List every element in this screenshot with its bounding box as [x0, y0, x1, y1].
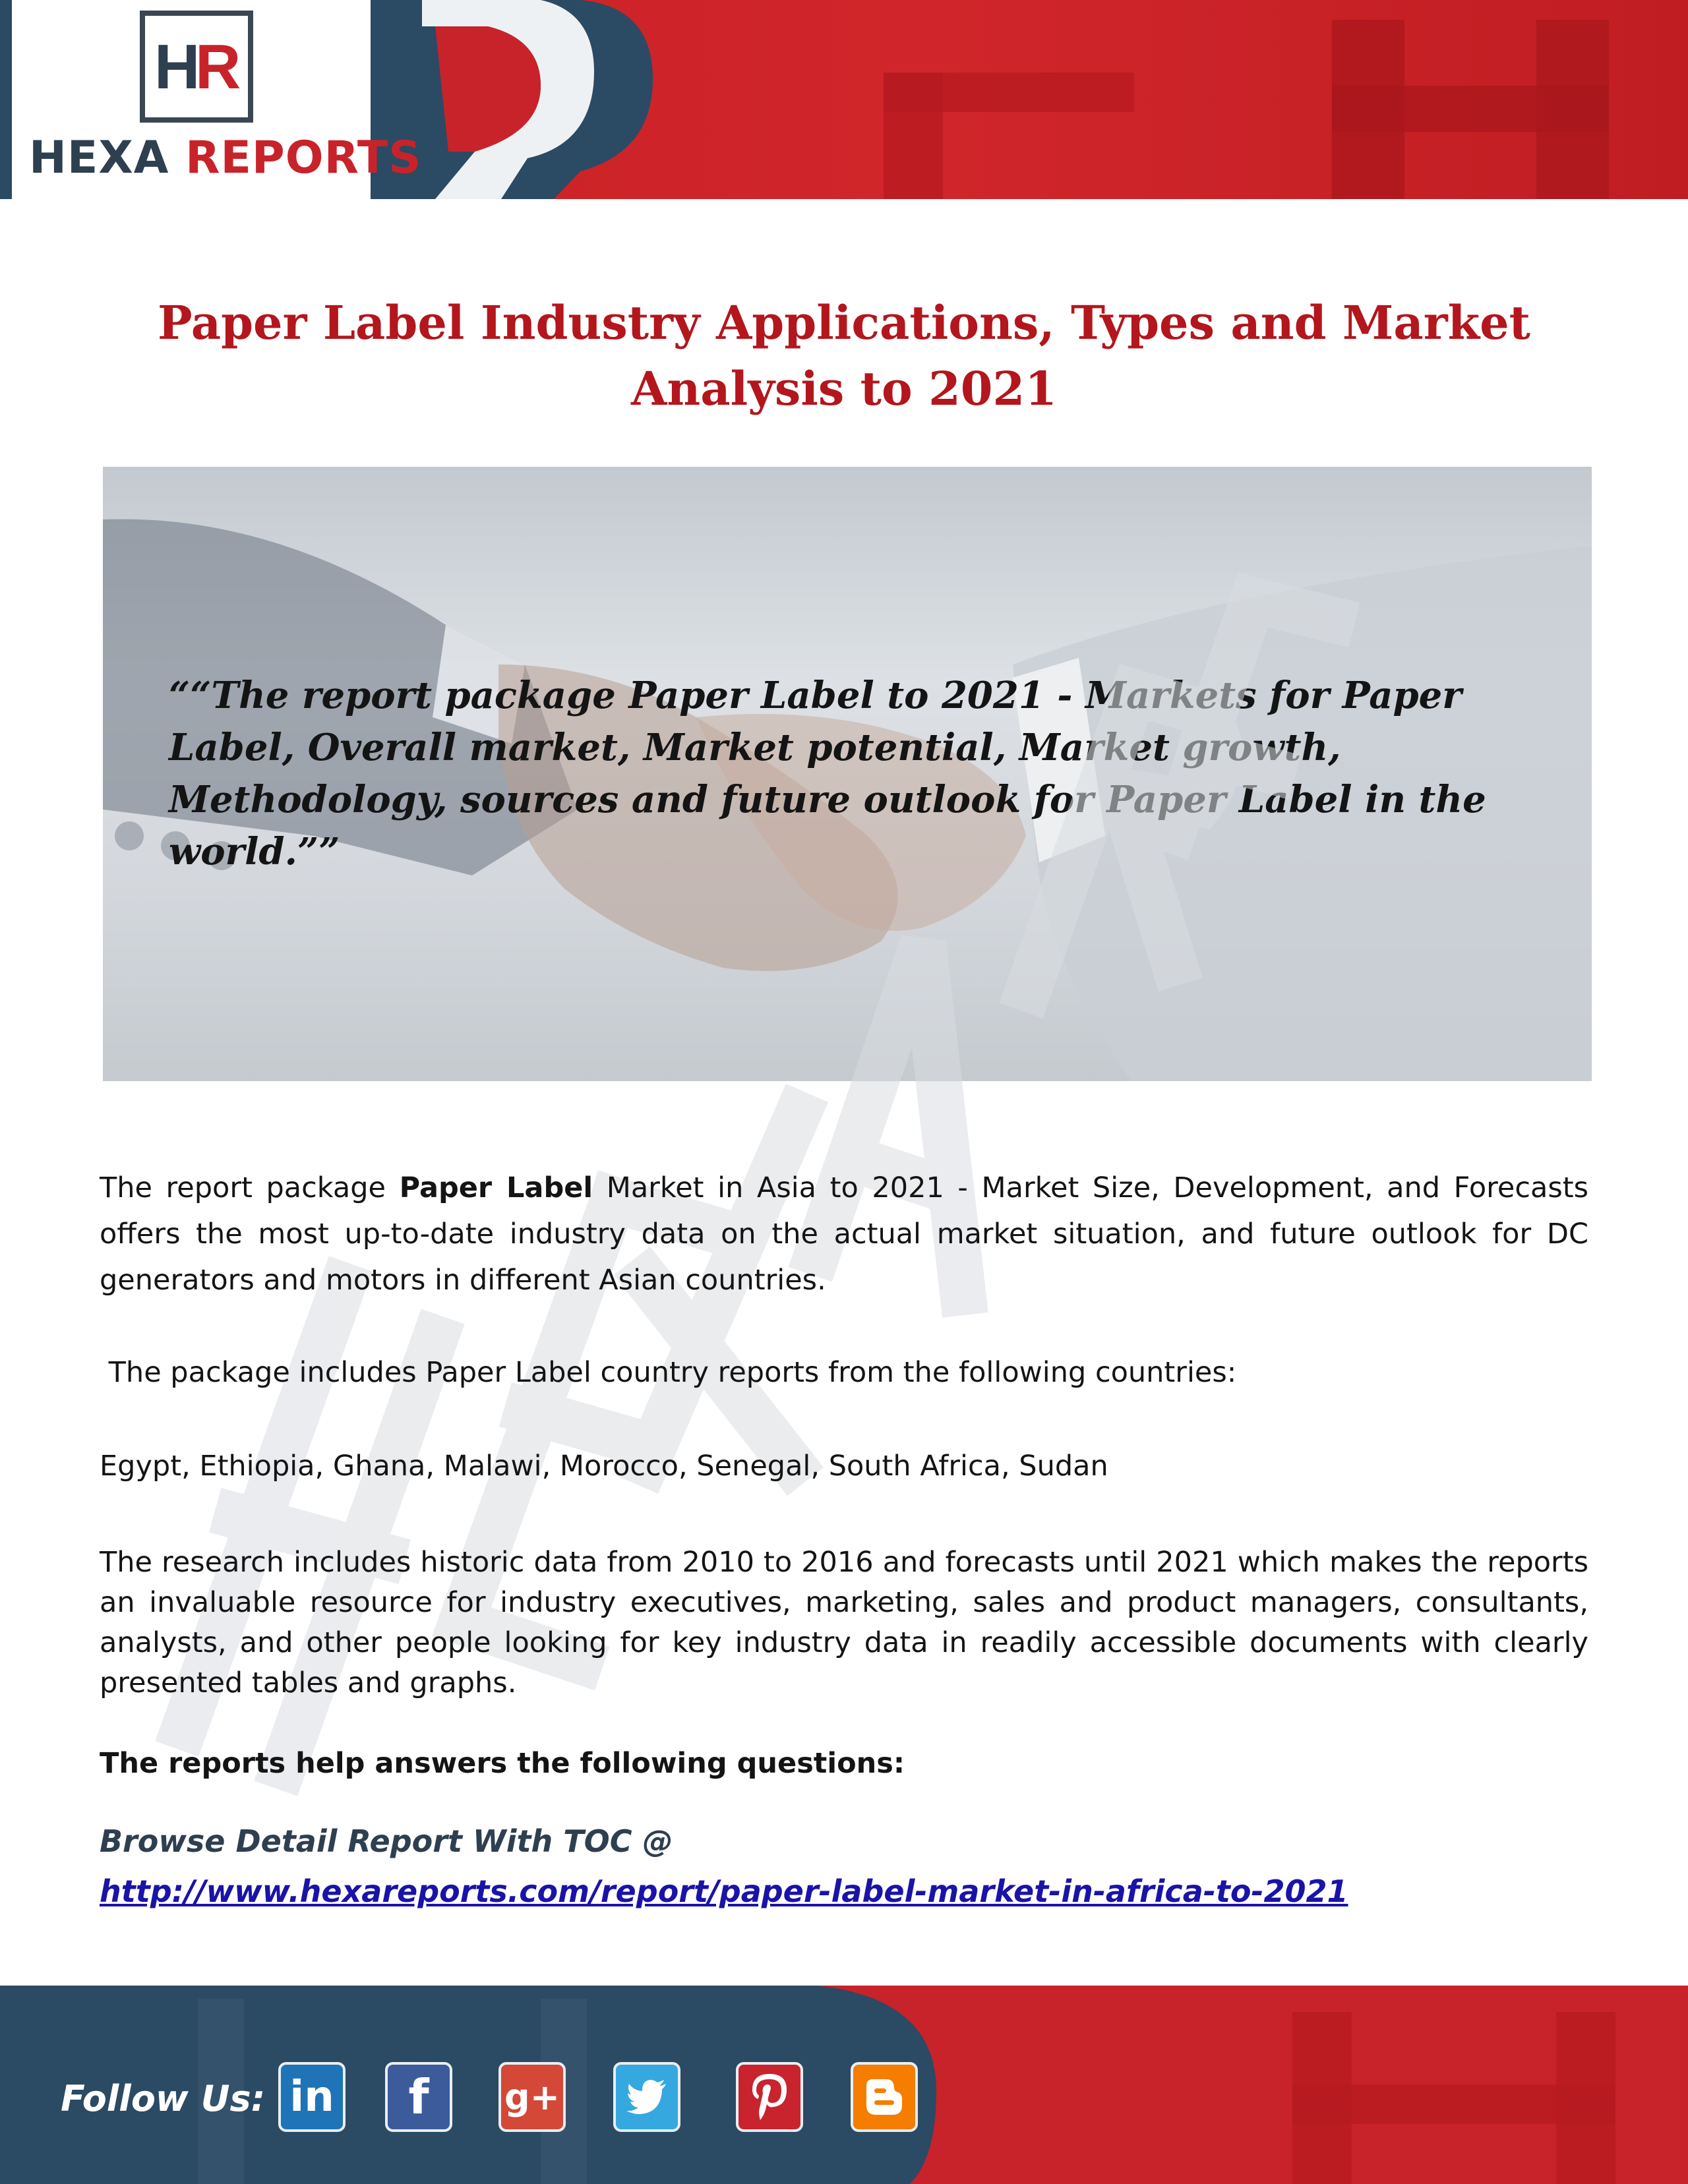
- intro-text-end: Market in Asia to 2021 - Market Size, Development, and Forecasts offers the most up-to-date industry data on the actual market situation, and future outlook for DC generators and motors in different Asian countries.: [100, 1171, 1588, 1297]
- handshake-banner: [103, 467, 1592, 1081]
- blogger-b-glyph: [864, 2077, 905, 2117]
- logo-letter-r: R: [195, 32, 241, 102]
- follow-us-label: Follow Us:: [61, 2078, 266, 2119]
- page-title: Paper Label Industry Applications, Types and Market Analysis to 2021: [157, 295, 1531, 416]
- product-name: Paper Label: [399, 1171, 593, 1204]
- research-paragraph: The research includes historic data from 2010 to 2016 and forecasts until 2021 which makes the reports an invaluable resource for industry executives, marketing, sales and product managers, consultants, analysts, and other people looking for key industry data in readily accessible documents with clearly presented tables and graphs.: [100, 1546, 1588, 1699]
- twitter-bird-glyph: [626, 2080, 667, 2114]
- intro-paragraph: [100, 1165, 1588, 1303]
- logo-word-reports: REPORTS: [185, 132, 422, 184]
- logo-letter-h: H: [154, 32, 200, 102]
- logo-wordmark: [29, 132, 421, 184]
- browse-label: Browse Detail Report With TOC @: [100, 1823, 673, 1859]
- logo-accent-bar: [0, 0, 12, 199]
- google-plus-icon[interactable]: g+: [498, 2062, 566, 2132]
- logo-word-hexa: HEXA: [29, 132, 169, 184]
- banner-quote: ““The report package Paper Label to 2021 - Markets for Paper Label, Overall market, Market potential, Market growth, Methodology, sources and future outlook for Paper Label in the world.””: [169, 674, 1486, 873]
- header-banner: [0, 0, 1688, 199]
- countries-list: Egypt, Ethiopia, Ghana, Malawi, Morocco, Senegal, South Africa, Sudan: [100, 1450, 1108, 1483]
- report-link[interactable]: http://www.hexareports.com/report/paper-label-market-in-africa-to-2021: [100, 1874, 1348, 1909]
- blogger-icon[interactable]: [851, 2062, 918, 2132]
- intro-text-start: The report package: [100, 1171, 400, 1204]
- questions-heading: The reports help answers the following questions:: [100, 1747, 905, 1780]
- pinterest-p-glyph: [751, 2074, 788, 2120]
- pinterest-icon[interactable]: [736, 2062, 803, 2132]
- facebook-icon[interactable]: f: [385, 2062, 452, 2132]
- linkedin-icon[interactable]: in: [278, 2062, 346, 2132]
- twitter-icon[interactable]: [613, 2062, 680, 2132]
- countries-intro: The package includes Paper Label country reports from the following countries:: [100, 1356, 1237, 1389]
- hexa-reports-logo-mark: [140, 11, 253, 123]
- footer-bar: [0, 1986, 1688, 2184]
